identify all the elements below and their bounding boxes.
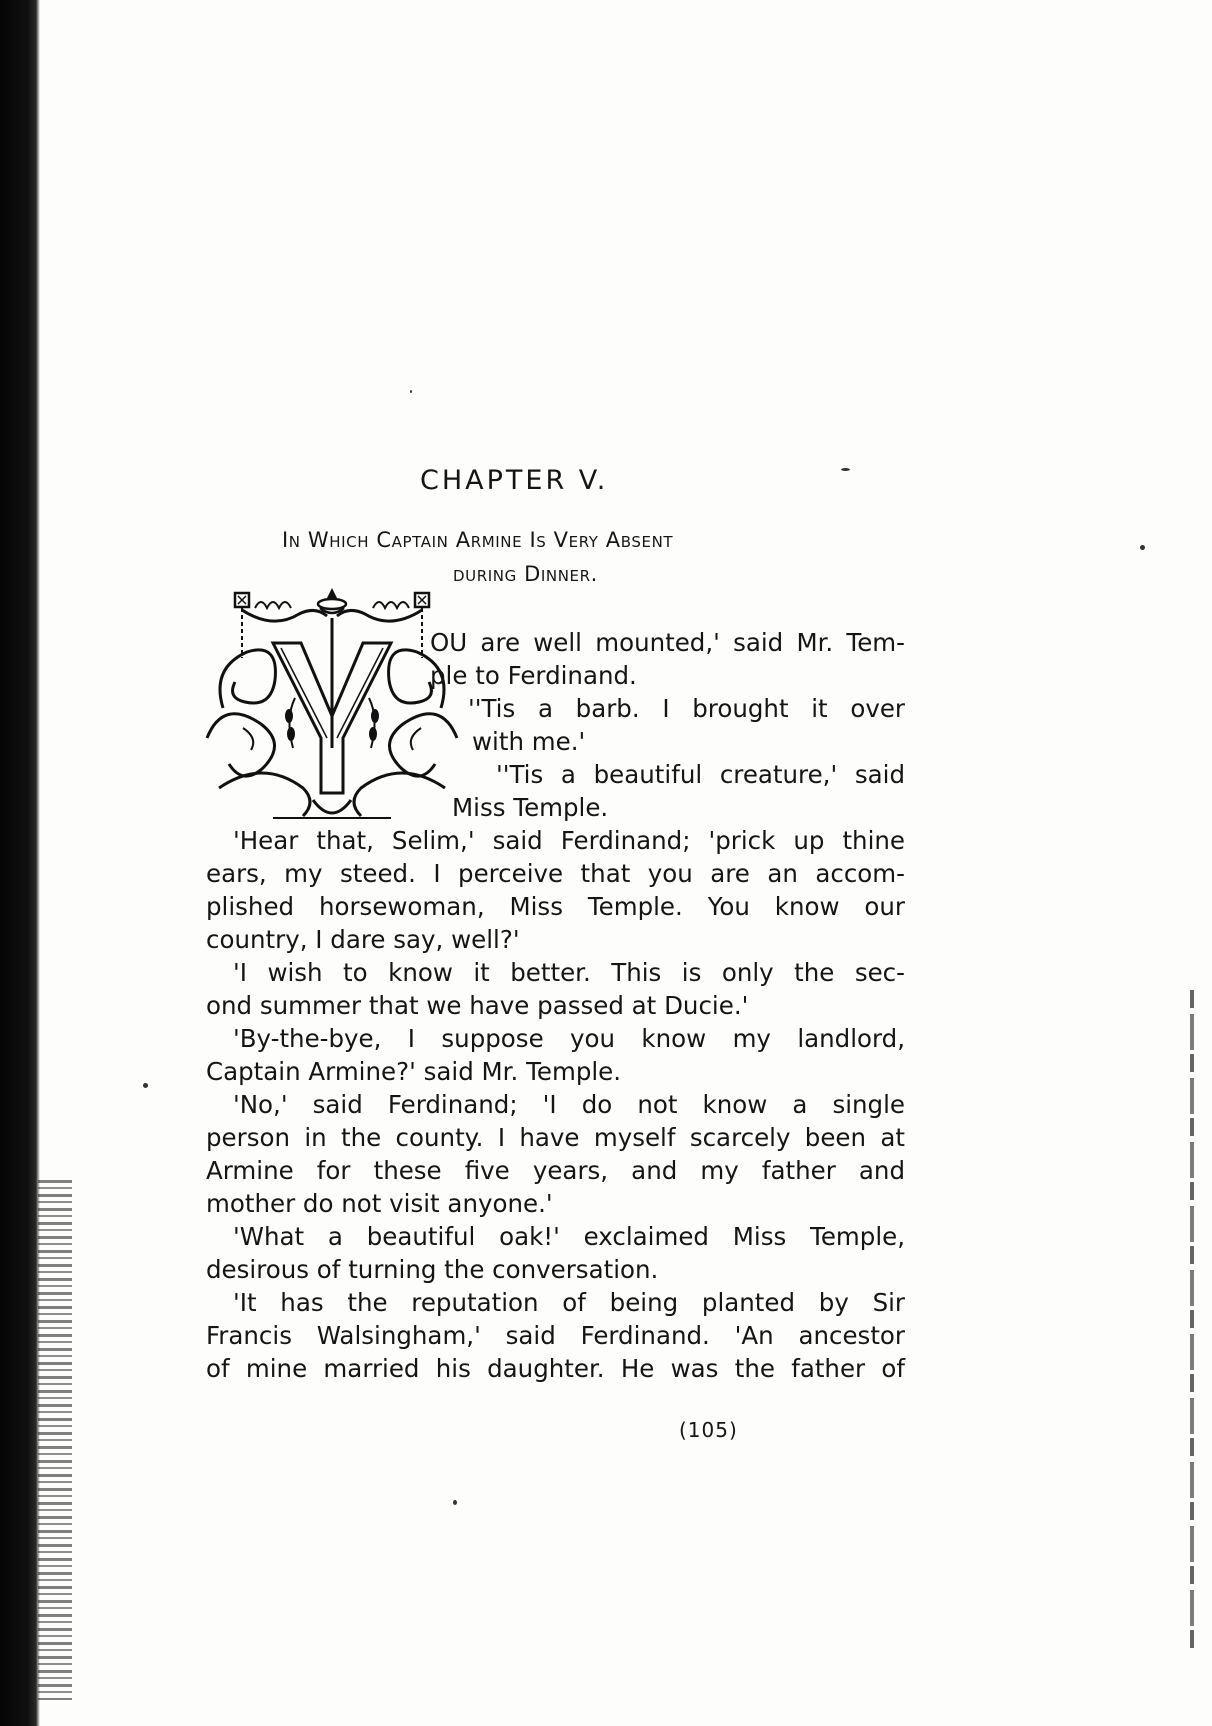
text-line: desirous of turning the conversation.	[206, 1255, 659, 1284]
text-line: ''Tis a barb. I brought it over	[468, 694, 905, 723]
text-line: of mine married his daughter. He was the father of	[206, 1354, 905, 1383]
book-spine-shadow	[0, 0, 40, 1726]
chapter-title: CHAPTER V.	[420, 465, 609, 496]
text-line: 'No,' said Ferdinand; 'I do not know a single	[233, 1090, 905, 1119]
page-number: (105)	[679, 1418, 738, 1442]
ornamental-drop-cap-y-icon	[203, 588, 461, 826]
text-line: ears, my steed. I perceive that you are an accom-	[206, 859, 905, 888]
text-line: plished horsewoman, Miss Temple. You know our	[206, 892, 905, 921]
text-line: 'What a beautiful oak!' exclaimed Miss Temple,	[233, 1222, 905, 1251]
text-line: Captain Armine?' said Mr. Temple.	[206, 1057, 622, 1086]
text-line: person in the county. I have myself scarcely been at	[206, 1123, 905, 1152]
text-line: 'It has the reputation of being planted by Sir	[233, 1288, 905, 1317]
text-line: ond summer that we have passed at Ducie.'	[206, 991, 749, 1020]
page-edge-mark	[1190, 990, 1194, 1650]
text-line: Francis Walsingham,' said Ferdinand. 'An ancestor	[206, 1321, 905, 1350]
text-line: country, I dare say, well?'	[206, 925, 520, 954]
chapter-subtitle: In Which Captain Armine Is Very Absent	[282, 528, 674, 552]
print-speck	[410, 390, 412, 393]
text-line: with me.'	[472, 727, 586, 756]
text-line: ''Tis a beautiful creature,' said	[496, 760, 905, 789]
text-line: 'Hear that, Selim,' said Ferdinand; 'prick up thine	[233, 826, 905, 855]
spine-edge-shadow	[38, 1180, 72, 1700]
chapter-subtitle-continued: during Dinner.	[453, 562, 598, 586]
text-line: Miss Temple.	[452, 793, 609, 822]
text-line: 'I wish to know it better. This is only the sec-	[233, 958, 905, 987]
text-line: OU are well mounted,' said Mr. Tem-	[430, 628, 905, 657]
print-speck	[453, 1500, 457, 1505]
print-speck	[841, 468, 850, 471]
text-line: ple to Ferdinand.	[430, 661, 637, 690]
text-line: Armine for these five years, and my father and	[206, 1156, 905, 1185]
print-speck	[143, 1083, 148, 1088]
text-line: 'By-the-bye, I suppose you know my landlord,	[233, 1024, 905, 1053]
text-line: mother do not visit anyone.'	[206, 1189, 553, 1218]
print-speck	[1140, 545, 1145, 550]
